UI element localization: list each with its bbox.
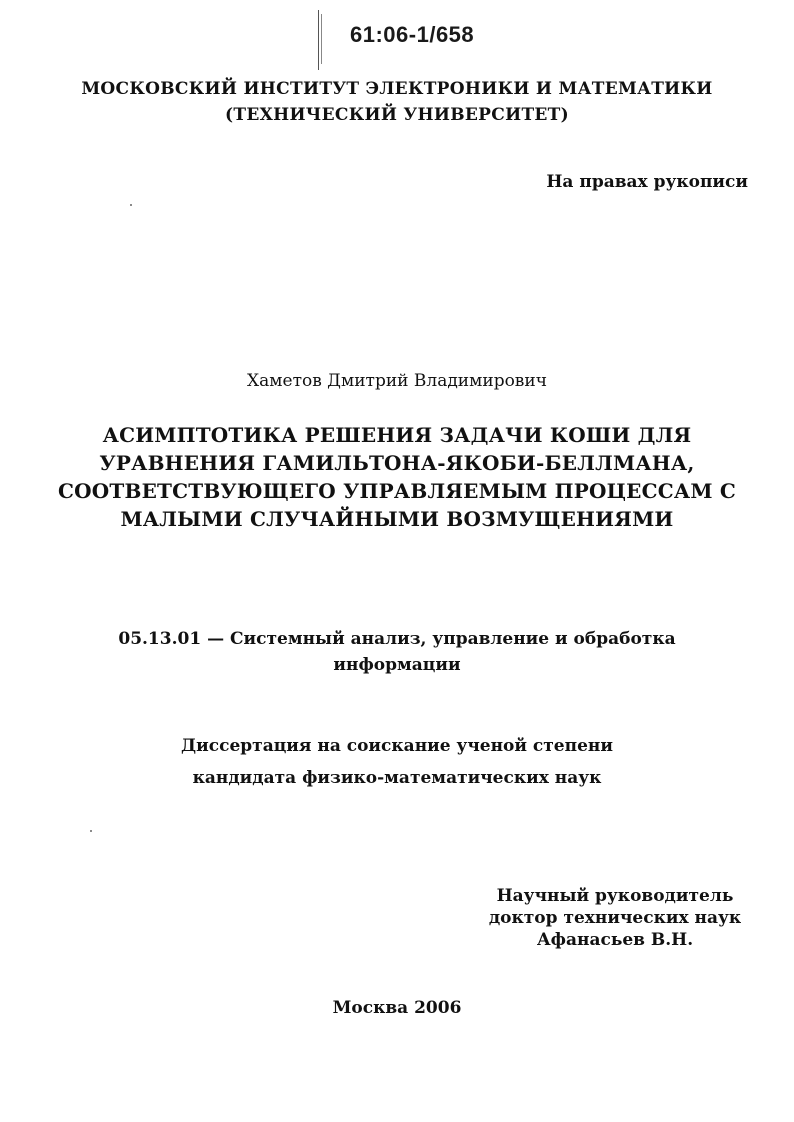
title-line-4: МАЛЫМИ СЛУЧАЙНЫМИ ВОЗМУЩЕНИЯМИ: [120, 507, 674, 531]
scan-speck: [130, 204, 132, 206]
dissertation-title: [0, 421, 794, 533]
rights-note: На правах рукописи: [546, 172, 748, 192]
advisor-rank: доктор технических наук: [488, 908, 742, 928]
degree-block: [0, 730, 794, 794]
specialty-line-2: информации: [333, 655, 461, 675]
specialty-block: [0, 626, 794, 678]
specialty-line-1: 05.13.01 — Системный анализ, управление и обработка: [118, 629, 676, 649]
scan-line-right: [321, 14, 322, 64]
city-year: Москва 2006: [332, 998, 462, 1018]
institution-block: [0, 76, 794, 128]
institution-name: МОСКОВСКИЙ ИНСТИТУТ ЭЛЕКТРОНИКИ И МАТЕМАТИКИ: [81, 79, 713, 99]
institution-subtitle: (ТЕХНИЧЕСКИЙ УНИВЕРСИТЕТ): [225, 105, 569, 125]
title-line-2: УРАВНЕНИЯ ГАМИЛЬТОНА-ЯКОБИ-БЕЛЛМАНА,: [99, 451, 695, 475]
advisor-name: Афанасьев В.Н.: [536, 930, 694, 950]
scan-speck: [90, 830, 92, 832]
degree-line-2: кандидата физико-математических наук: [192, 768, 602, 788]
title-line-1: АСИМПТОТИКА РЕШЕНИЯ ЗАДАЧИ КОШИ ДЛЯ: [102, 423, 692, 447]
advisor-role: Научный руководитель: [496, 886, 734, 906]
advisor-block: [480, 885, 750, 951]
degree-line-1: Диссертация на соискание ученой степени: [181, 736, 613, 756]
archive-stamp-code: 61:06-1/658: [350, 22, 475, 47]
scan-line-left: [318, 10, 319, 70]
title-line-3: СООТВЕТСТВУЮЩЕГО УПРАВЛЯЕМЫМ ПРОЦЕССАМ С: [58, 479, 736, 503]
author-name: Хаметов Дмитрий Владимирович: [247, 371, 547, 391]
